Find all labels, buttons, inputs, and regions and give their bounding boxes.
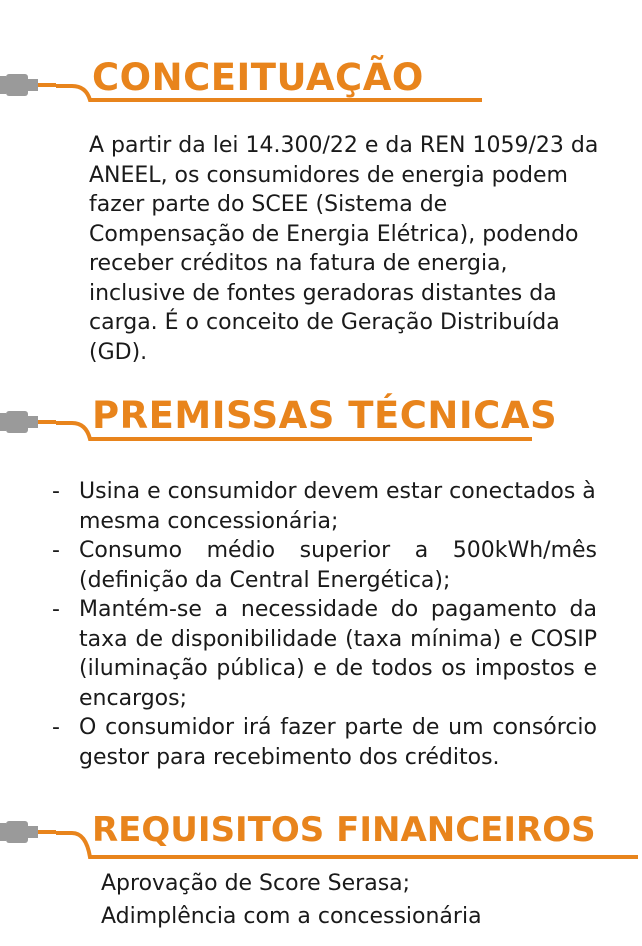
list-item: - Usina e consumidor devem estar conectados à mesma concessionária;: [52, 479, 596, 534]
plug-icon: [0, 817, 60, 847]
plug-icon: [0, 407, 60, 437]
list-item: Adimplência com a concessionária: [101, 904, 482, 929]
requisitos-list: [101, 867, 482, 933]
section-title-conceituacao: CONCEITUAÇÃO: [92, 56, 424, 99]
list-item: - Mantém-se a necessidade do pagamento da taxa de disponibilidade (taxa mínima) e COSIP (iluminação pública) e de todos os impostos e encargos;: [52, 597, 597, 711]
list-item: - Consumo médio superior a 500kWh/mês (definição da Central Energética);: [52, 538, 597, 593]
section-paragraph-conceituacao: A partir da lei 14.300/22 e da REN 1059/23 da ANEEL, os consumidores de energia podem fazer parte do SCEE (Sistema de Compensação de Energia Elétrica), podendo receber créditos na fatura de energia, inclusive de fontes geradoras distantes da carga. É o conceito de Geração Distribuída (GD).: [89, 133, 599, 365]
list-item: - O consumidor irá fazer parte de um consórcio gestor para recebimento dos créditos.: [52, 715, 597, 770]
premissas-list: [52, 477, 597, 772]
section-title-requisitos: REQUISITOS FINANCEIROS: [92, 810, 596, 850]
plug-icon: [0, 70, 60, 100]
list-item: Aprovação de Score Serasa;: [101, 871, 411, 896]
section-title-premissas: PREMISSAS TÉCNICAS: [92, 394, 558, 437]
